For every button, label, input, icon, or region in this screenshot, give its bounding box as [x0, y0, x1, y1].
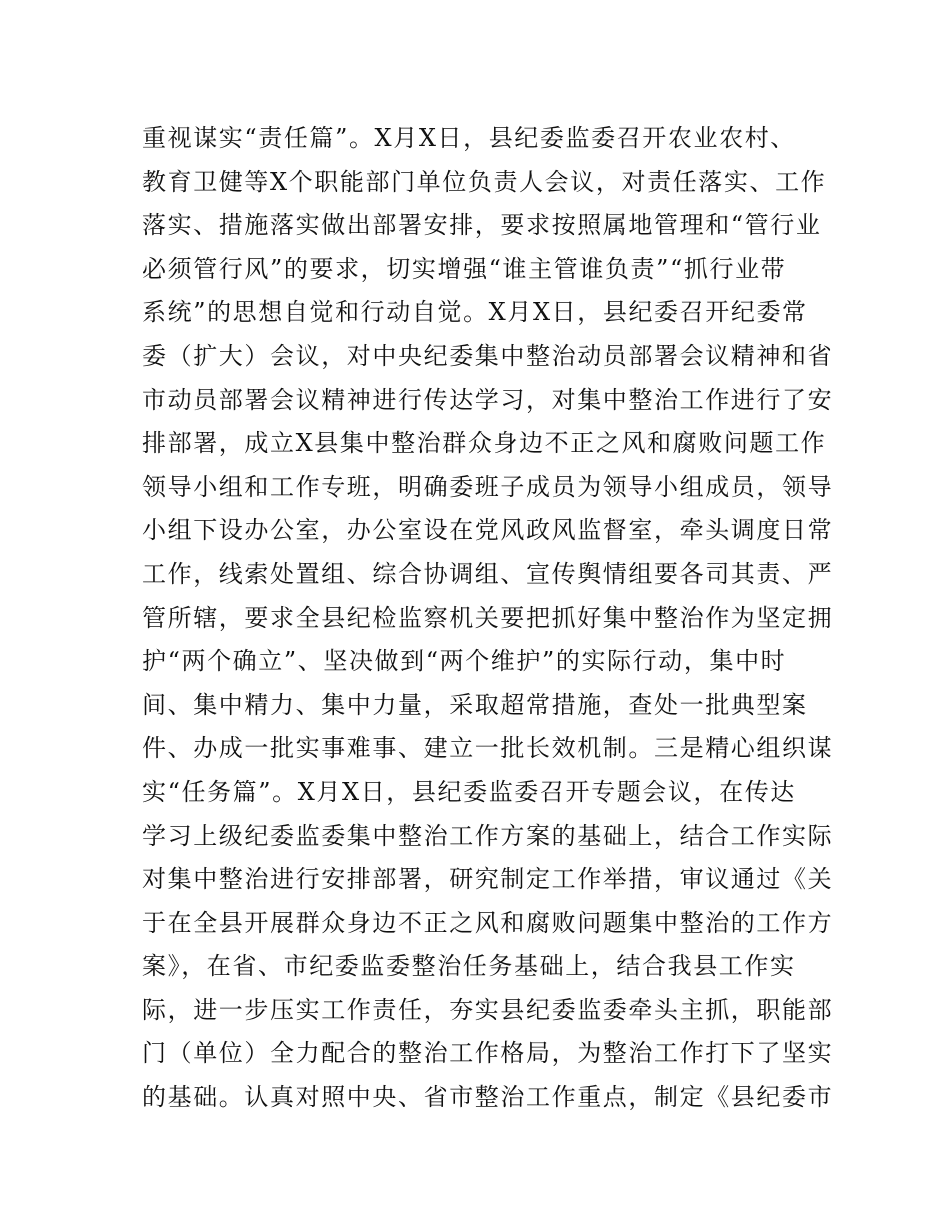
text-line: 市动员部署会议精神进行传达学习，对集中整治工作进行了安	[142, 385, 834, 414]
text-line: 件、办成一批实事难事、建立一批长效机制。三是精心组织谋	[142, 734, 834, 763]
text-line: 于在全县开展群众身边不正之风和腐败问题集中整治的工作方	[142, 908, 834, 937]
text-line: 对集中整治进行安排部署，研究制定工作举措，审议通过《关	[142, 865, 834, 894]
text-line: 实“任务篇”。X月X日，县纪委监委召开专题会议，在传达	[142, 777, 796, 806]
text-line: 门（单位）全力配合的整治工作格局，为整治工作打下了坚实	[142, 1039, 834, 1068]
text-line: 护“两个确立”、坚决做到“两个维护”的实际行动，集中时	[142, 647, 787, 676]
text-line: 的基础。认真对照中央、省市整治工作重点，制定《县纪委市	[142, 1083, 834, 1112]
text-line: 委（扩大）会议，对中央纪委集中整治动员部署会议精神和省	[142, 341, 834, 370]
text-line: 间、集中精力、集中力量，采取超常措施，查处一批典型案	[142, 690, 808, 719]
text-line: 学习上级纪委监委集中整治工作方案的基础上，结合工作实际	[142, 821, 834, 850]
text-line: 小组下设办公室，办公室设在党风政风监督室，牵头调度日常	[142, 516, 834, 545]
text-line: 案》，在省、市纪委监委整治任务基础上，结合我县工作实	[142, 952, 796, 981]
text-line: 落实、措施落实做出部署安排，要求按照属地管理和“管行业	[142, 211, 822, 240]
text-line: 必须管行风”的要求，切实增强“谁主管谁负责”“抓行业带	[142, 254, 787, 283]
text-line: 教育卫健等X个职能部门单位负责人会议，对责任落实、工作	[142, 167, 827, 196]
text-line: 领导小组和工作专班，明确委班子成员为领导小组成员，领导	[142, 472, 834, 501]
text-line: 管所辖，要求全县纪检监察机关要把抓好集中整治作为坚定拥	[142, 603, 834, 632]
body-paragraph	[142, 117, 834, 1120]
text-line: 重视谋实“责任篇”。X月X日，县纪委监委召开农业农村、	[142, 124, 796, 152]
text-line: 系统”的思想自觉和行动自觉。X月X日，县纪委召开纪委常	[142, 298, 808, 327]
text-line: 工作，线索处置组、综合协调组、宣传舆情组要各司其责、严	[142, 559, 834, 588]
text-line: 排部署，成立X县集中整治群众身边不正之风和腐败问题工作	[142, 429, 827, 458]
text-line: 际，进一步压实工作责任，夯实县纪委监委牵头主抓，职能部	[142, 995, 834, 1024]
